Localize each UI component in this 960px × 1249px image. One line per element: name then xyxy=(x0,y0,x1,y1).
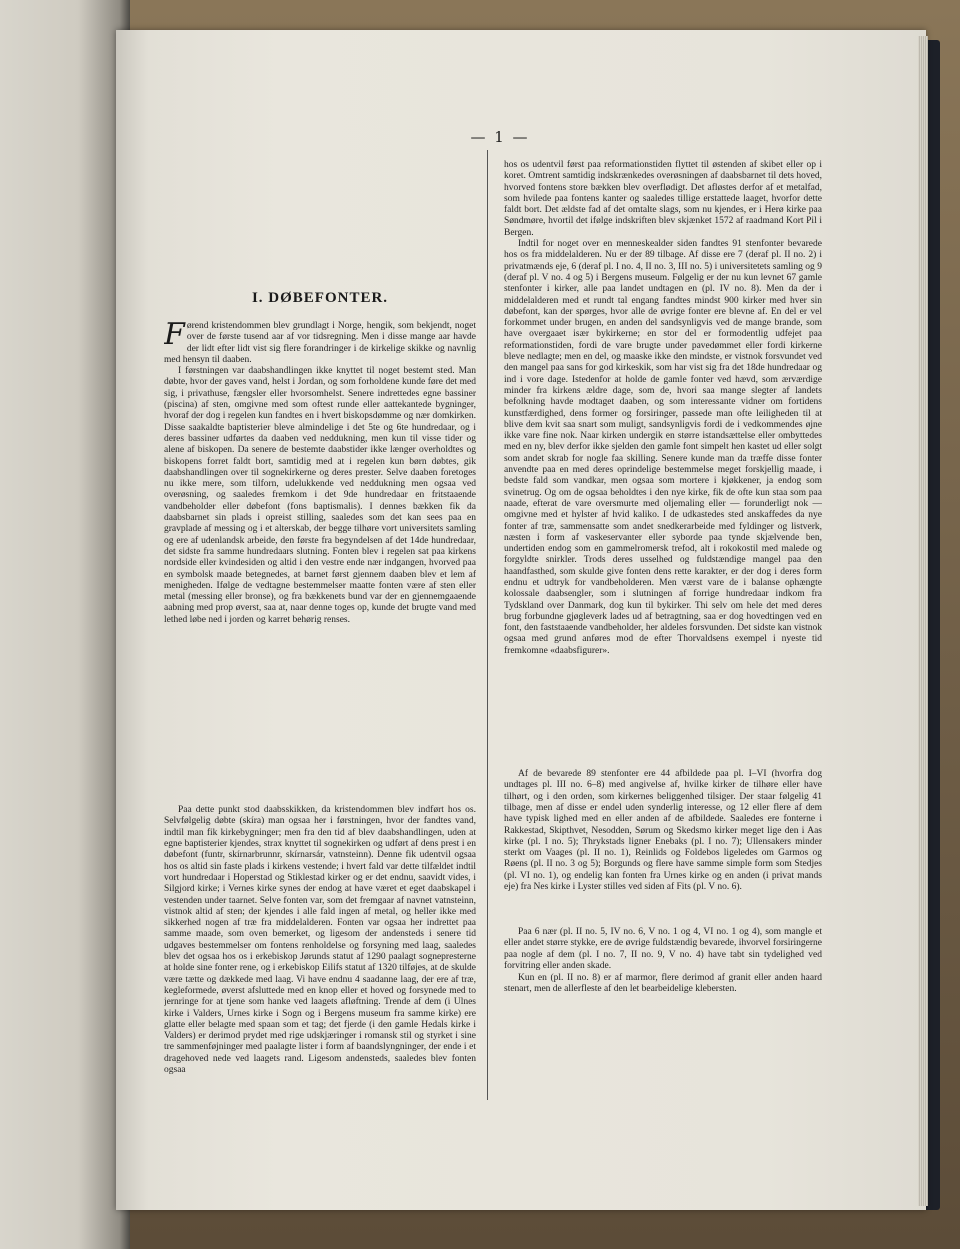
paragraph: Af de bevarede 89 stenfonter ere 44 afbildede paa pl. I–VI (hvorfra dog undtages pl. III no. 6–8) med angivelse af, hvilke kirker de tilhøre eller have tilhørt, og i den orden, som kirkernes beliggenhed tilsiger. Der staar følgelig 41 tilbage, men af disse er endel uden synderlig interesse, og 12 eller flere af dem have typisk lighed med en eller anden af de afbildede. Saaledes ere fonterne i Rakkestad, Skipthvet, Nesodden, Sørum og Skedsmo kirker meget lige den i Aas kirke (pl. I no. 5); Thrykstads ligner Enebaks (pl. I no. 7); Ullensakers minder sterkt om Vaages (pl. II no. 1), Reinlids og Foldebos ligeledes om Garmos og Røens (pl. II no. 3 og 5); Borgunds og flere have samme simple form som Stedjes (pl. VI no. 1), og endelig kan fonten fra Urnes kirke og en anden (i privat mands eje) fra Nes kirke i Lyster stilles ved siden af Fits (pl. V no. 6). xyxy=(504,769,822,893)
paragraph: I førstningen var daabshandlingen ikke knyttet til noget bestemt sted. Man døbte, hvor der gaves vand, helst i Jordan, og som forholdene kunde føre det med sig, i privathuse, fængsler eller hvorsomhelst. Senere indrettedes egne bassiner (piscina) af sten, omgivne med som oftest runde eller aattekantede bygninger, hvoraf der dog i regelen kun fandtes en i hvert biskopsdømme og nær domkirken. Disse saakaldte baptisterier bleve almindelige i det 5te og 6te hundredaar, og i deres bassiner udførtes da daaben ved neddukning, men kun til visse tider og alene af biskopen. Da senere de bestemte daabstider ikke længer overholdtes og biskopens forret faldt bort, samtidig med at i regelen kun børn døbtes, gik daabshandlingen over til sognekirkerne og deres prester. Selve daaben foretoges nu ikke mere, som tilforn, udelukkende ved neddukning men ogsaa ved overøsning, og saaledes fremkom i det 9de hundredaar en fritstaaende vandbeholder eller døbefont (fons baptismalis). I dennes bækken fik da daabsbarnet sin plads i opreist stilling, saaledes som det kan sees paa en gravplade af messing og i et alterskab, der begge tilhøre vort universitets samling og ere af udenlandsk arbeide, den første fra begyndelsen af det 14de hundredaar, det sidste fra samme hundredaars slutning. Fonten blev i regelen sat paa kirkens nordside eller kvindesiden og altid i den vestre ende nær indgangen, hvorved paa en symbolsk maade betegnedes, at barnet først gjennem daaben blev et lem af menigheden. Ifølge de vedtagne bestemmelser maatte fonten være af sten eller metal (messing eller bronse), og fra bækkenets bund var der en gjennemgaaende aabning med prop øverst, saa at, naar denne toges op, kunde det brugte vand med lethed løbe ned i jorden og karret behørig renses. xyxy=(164,366,476,625)
column-divider xyxy=(487,150,488,1100)
left-text-column xyxy=(164,290,476,1211)
page-stack-edge xyxy=(918,36,928,1206)
left-page-curl xyxy=(0,0,130,1249)
right-text-column xyxy=(504,160,822,996)
paragraph-text: ørend kristendommen blev grundlagt i Norge, hengik, som bekjendt, noget over de første tusend aar af vor tidsregning. Men i disse mange aar havde der lidt efter lidt vist sig flere forandringer i de kirkelige skikke og navnlig med hensyn til daaben. xyxy=(164,321,476,365)
paragraph: Paa dette punkt stod daabsskikken, da kristendommen blev indført hos os. Selvfølgelig døbte (skíra) man ogsaa her i førstningen, hvor der fandtes vand, indtil man fik kirkebygninger; men fra den tid af blev daabshandlingen, uden at egne baptisterier kjendes, strax knyttet til sognekirken og udført af dens prest i en døbefont (funtr, skírnarbrunnr, skírnarsár, vatnsteinn). Denne fik udentvil ogsaa hos os altid sin faste plads i kirkens vestende; i hvert fald var dette tilfældet indtil vort hundredaar i Hoperstad og Stiklestad kirker og er det endnu, saavidt vides, i Silgjord kirke; i Vernes kirke synes der endog at have været et eget daabskapel i vestenden under taarnet. Selve fonten var, som det fremgaar af navnet vatnsteinn, vistnok altid af sten; der kjendes i alle fald ingen af metal, og heller ikke med sikkerhed nogen af træ fra middelalderen. Fonten var ogsaa her indrettet paa samme maade, som oven bemerket, og ligesom der andensteds i senere tid udgaves bestemmelser om fontens renholdelse og forsyning med laag, saaledes blev det ogsaa hos os i erkebiskop Jørunds statut af 1290 paalagt sognepresterne at holde sine fonter rene, og i erkebiskop Eilifs statut af 1320 tilføjes, at de skulde være tætte og dækkede med laag. Vi have endnu 4 saadanne laag, der ere af træ, kegleformede, øverst afsluttede med en knop eller et hoved og forsynede med to jernringe for at tjene som hanke ved laagets afløftning. Trende af dem (i Ulnes kirke i Valders, Urnes kirke i Sogn og i Bergens museum fra samme kirke) ere glatte eller belagte med spaan som et tag; det fjerde (i den gamle Hedals kirke i Valders) er derimod prydet med rige udskjæringer i romansk stil og styrket i sine tre sammenføjninger med paalagte lister i form af baandslyngninger, der ende i et dragehoved nede ved laagets rand. Ligesom andensteds, saaledes blev fonten ogsaa xyxy=(164,805,476,1076)
paragraph xyxy=(164,321,476,366)
paragraph: Kun en (pl. II no. 8) er af marmor, flere derimod af granit eller anden haard stenart, men de allerfleste af den let bearbeidelige klebersten. xyxy=(504,973,822,995)
paragraph: hos os udentvil først paa reformationstiden flyttet til østenden af skibet eller op i koret. Omtrent samtidig indskrænkedes overøsningen af daabsbarnet til dets hoved, hvorved fontens store bækken blev overflødigt. Det afløstes derfor af et metalfad, som hvilede paa fontens kanter og saaledes tillige erstattede laaget, hvorfor dette faldt bort. Det ældste fad af det omtalte slags, som nu kjendes, er i Herø kirke paa Søndmøre, hvortil det ifølge indskriften blev skjænket 1572 af raadmand Kort Pil i Bergen. xyxy=(504,160,822,238)
page-number: — 1 — xyxy=(470,128,530,146)
paragraph: Paa 6 nær (pl. II no. 5, IV no. 6, V no. 1 og 4, VI no. 1 og 4), som mangle et eller andet større stykke, ere de øvrige fuldstændig bevarede, ihvorvel forsiringerne paa nogle af dem (pl. I no. 7, II no. 9, V no. 4) have tabt sin tydelighed ved forvitring eller anden skade. xyxy=(504,927,822,971)
paragraph: Indtil for noget over en menneskealder siden fandtes 91 stenfonter bevarede hos os fra middelalderen. Nu er der 89 tilbage. Af disse ere 7 (deraf pl. II no. 2) i privatmænds eje, 6 (deraf pl. I no. 4, II no. 3, III no. 5) i universitetets samling og 9 (deraf pl. V no. 4 og 5) i Bergens museum. Følgelig er der nu kun levnet 67 gamle stenfonter i kirker, alle paa landet undtagen en (pl. IV no. 8). Men da der i middelalderen med et rundt tal engang fandtes mindst 900 kirker med hver sin døbefont, kan der spørges, hvor alle de øvrige fonter ere blevne af. En del er vel forkommet under brugen, en anden del sandsynligvis ved de mange brande, som have overgaaet især bykirkerne; en stor del er formodentlig udfejet paa reformationstiden, fordi de vare brugte under pavedømmet eller fordi kirkerne bleve nedlagte; men en del, og maaske ikke den mindste, er vistnok forsvundet ved den mangel paa sans for god kirkeskik, som har vist sig fra det 18de hundredaar og ind i vore dage. Istedenfor at holde de gamle fonter ved hævd, som ærværdige minder fra kirkens ældre dage, som de, hvori saa mange slegter af landets befolkning havde modtaget daaben, og som interessante vidner om fortidens kunstfærdighed, dens former og forsiringer, passede man ofte leiligheden til at blive dem kvit saa snart som muligt, sandsynligvis fordi de i vedkommendes øjne ikke vare fine nok. Naar kirken undergik en større istandsættelse eller ombyttedes med en ny, blev derfor ikke sjelden den gamle font simpelt hen kastet ud eller solgt som andet skrab for nogle faa skilling. Senere kunde man da træffe disse fonter anvendte paa en med deres oprindelige bestemmelse meget forskjellig maade, i bedste fald som vandkar, men ogsaa som mortere i kjøkkener, ja endog som svinetrug. Og om de ogsaa beholdtes i den nye kirke, fik de ofte kun staa som paa naade, efterat de vare oversmurte med oljemaling eller — forunderligt nok — omgivne med et hylster af hvid kaliko. I de udkastedes sted anskaffedes da nye fonter af træ, sammensatte som andet snedkerarbeide med fyldinger og listverk, næsten i form af vaskeservanter eller syborde paa tynde skjælvende ben, undertiden endog som en gammelromersk trefod, alt i rokokostil med malede og forgyldte snirkler. Trods deres usselhed og fuldstændige mangel paa den haandfasthed, som skulde give fonten dens rette karakter, er der dog i deres form endnu et udtryk for vandbeholderen. Men værst vare de i balanse ophængte kolossale daabsengler, som i slutningen af forrige hundredaar indkom fra Tydskland over Danmark, dog kun til bykirker. Thi selv om hele det med deres brug forbundne gjøgleverk lades ud af betragtning, saa er dog hovedtingen ved en font, den faststaaende vandbeholder, her aldeles forsvunden. Det sidste kan vistnok ogsaa med grund anføres mod de efter Thorvaldsens exempel i nyeste tid fremkomne «daabsfigurer». xyxy=(504,239,822,656)
drop-cap: F xyxy=(164,321,185,352)
section-title: I. DØBEFONTER. xyxy=(251,290,389,306)
